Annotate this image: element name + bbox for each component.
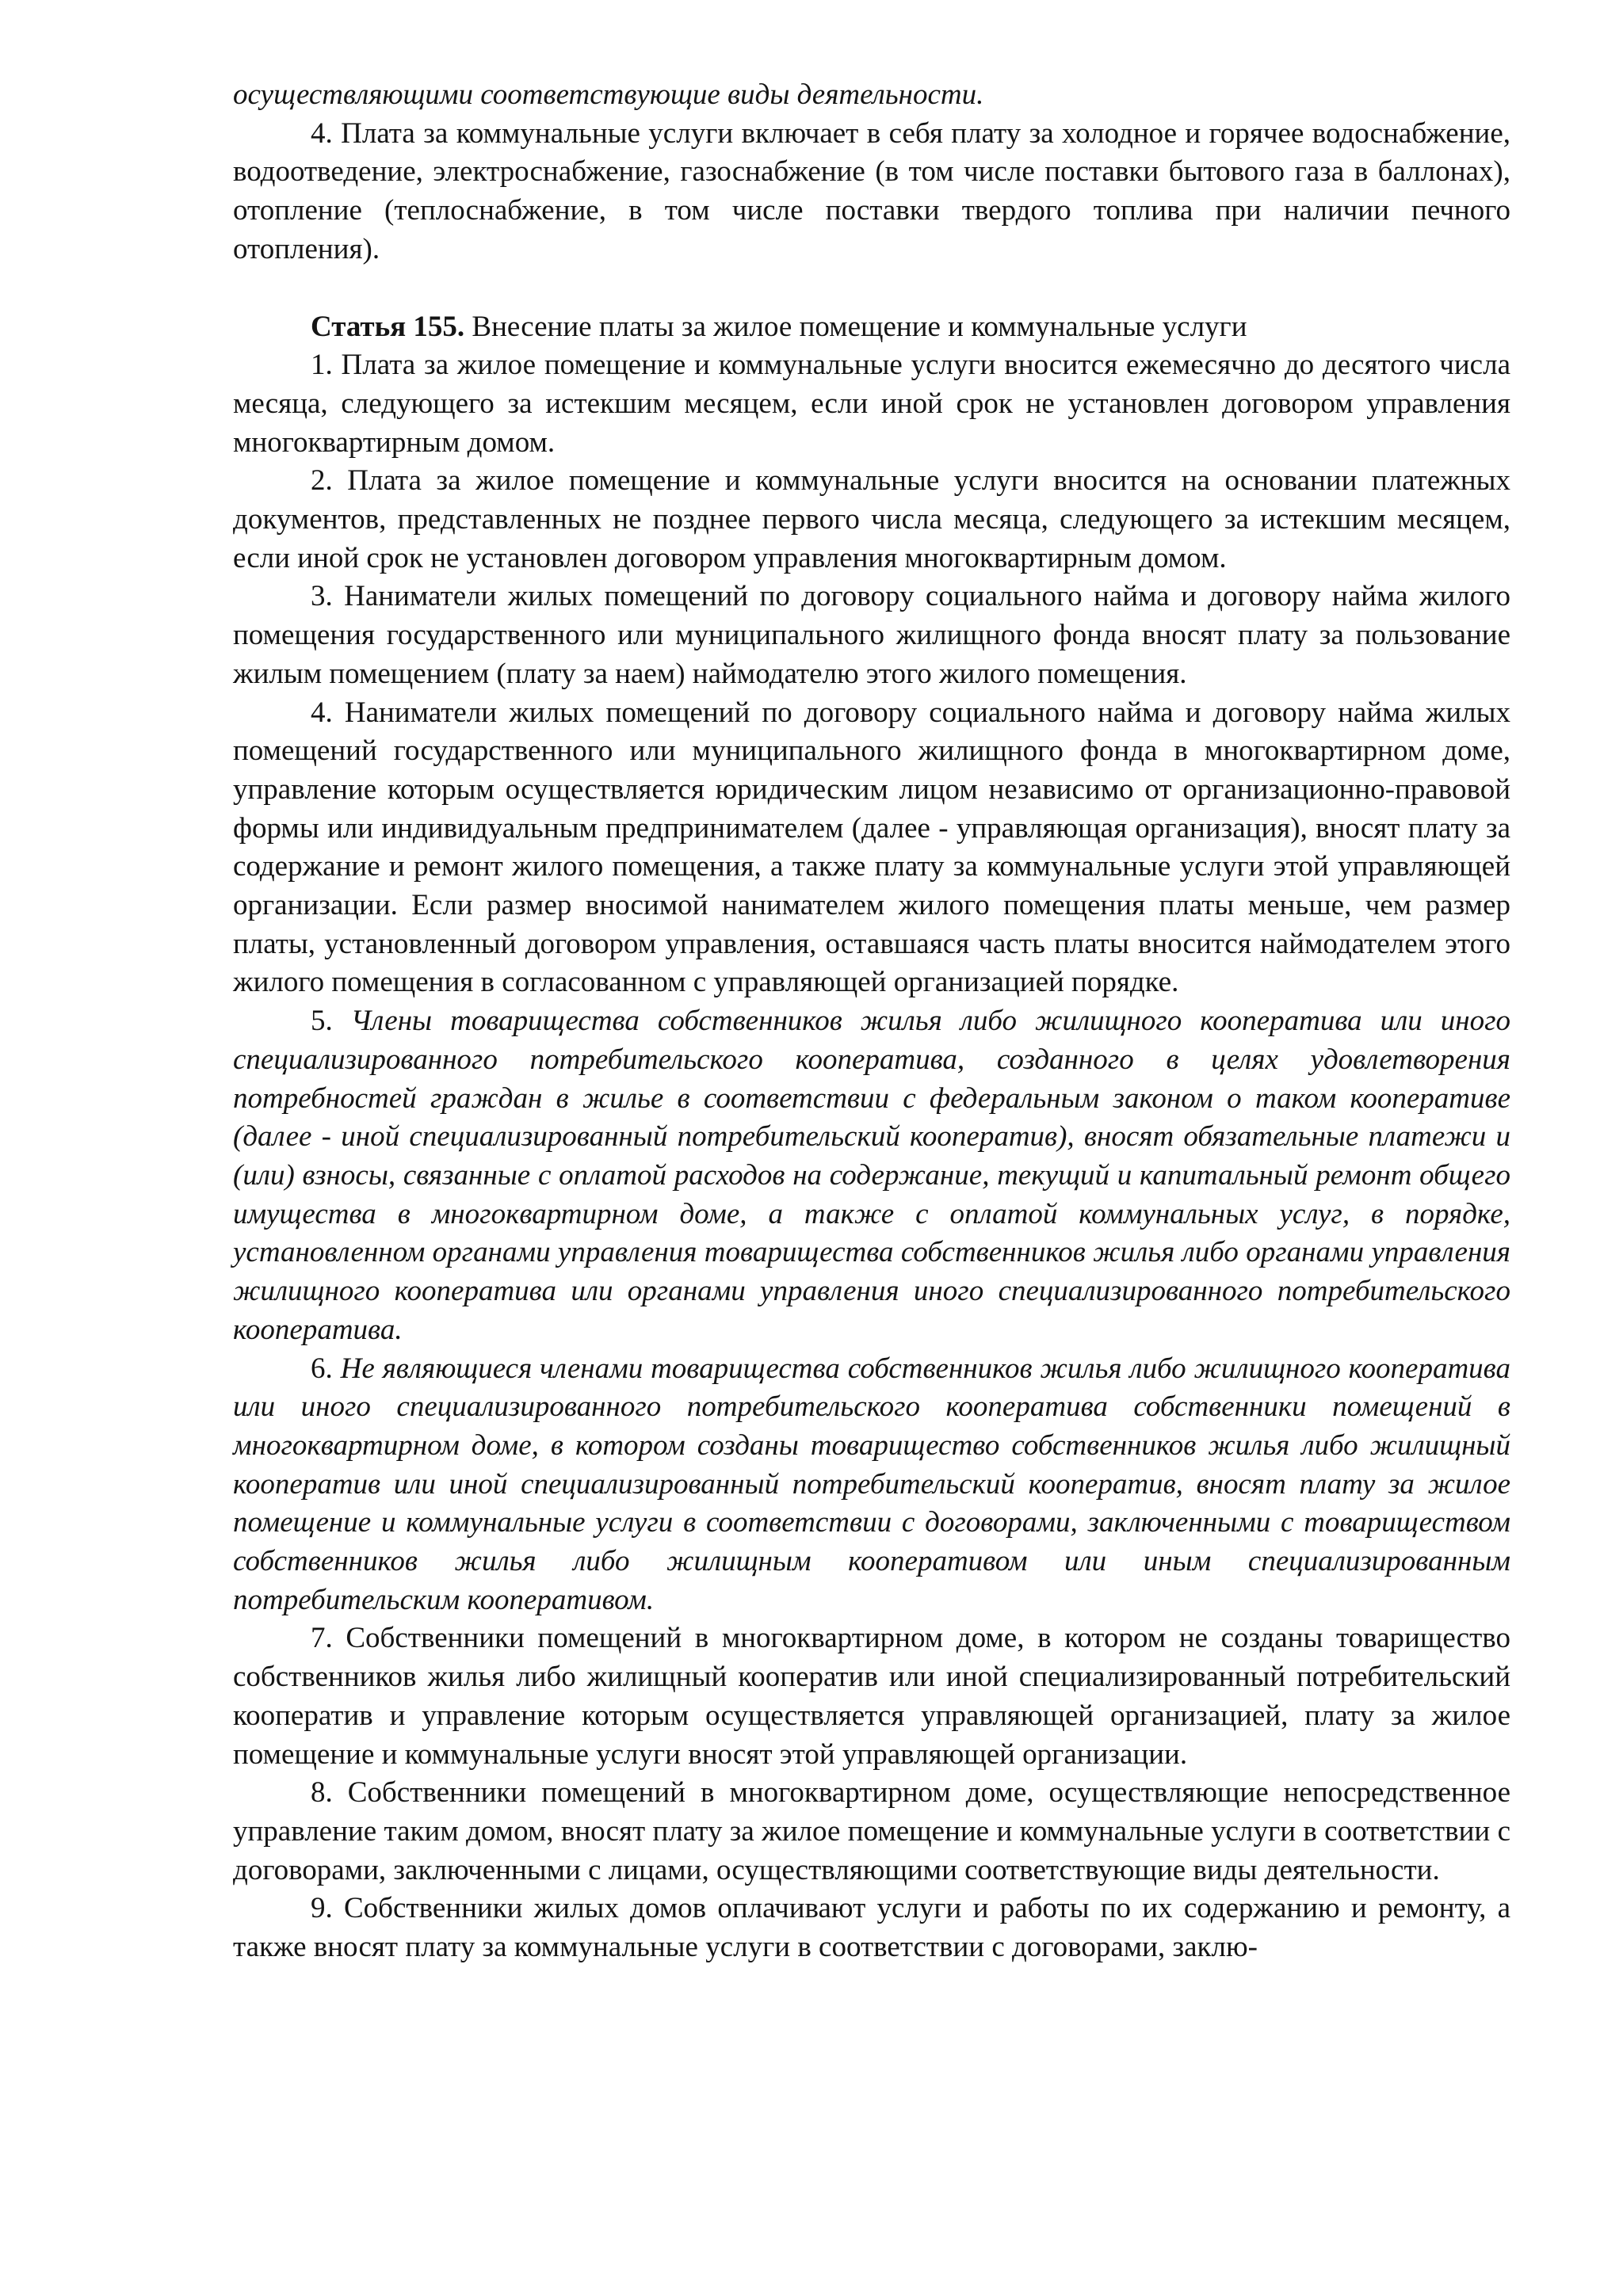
article-title: Внесение платы за жилое помещение и коммунальные услуги [464, 310, 1247, 343]
paragraph-9: 9. Собственники жилых домов оплачивают услуги и работы по их содержанию и ремонту, а также вносят плату за коммунальные услуги в соответствии с договорами, заклю- [233, 1892, 1510, 1964]
paragraph-1: 1. Плата за жилое помещение и коммунальные услуги вносится ежемесячно до десятого числа месяца, следующего за истекшим месяцем, если иной срок не установлен договором управления многоквартирным домом. [233, 349, 1510, 459]
paragraph-7: 7. Собственники помещений в многоквартирном доме, в котором не созданы товарищество собственников жилья либо жилищный кооператив или иной специализированный потребительский кооператив и управление которым осуществляется управляющей организацией, плату за жилое помещение и коммунальные услуги вносят этой управляющей организации. [233, 1622, 1510, 1771]
paragraph-8: 8. Собственники помещений в многоквартирном доме, осуществляющие непосредственное управление таким домом, вносят плату за жилое помещение и коммунальные услуги в соответствии с договорами, заключенными с лицами, осуществляющими соответствующие виды деятельности. [233, 1776, 1510, 1886]
continuation-paragraph: осуществляющими соответствующие виды деятельности. [233, 78, 984, 111]
paragraph-5-text: Члены товарищества собственников жилья либо жилищного кооператива или иного специализированного потребительского кооператива, созданного в целях удовлетворения потребностей граждан в жилье в соответствии с федеральным законом о таком кооперативе (далее - иной специализированный потребительский кооператив), вносят обязательные платежи и (или) взносы, связанные с оплатой расходов на содержание, текущий и капитальный ремонт общего имущества в многоквартирном доме, а также с оплатой коммунальных услуг, в порядке, установленном органами управления товарищества собственников жилья либо органами управления жилищного кооператива или органами управления иного специализированного потребительского кооператива. [233, 1005, 1511, 1346]
article-spacer [233, 269, 1510, 308]
paragraph-5 [233, 1002, 1510, 1349]
paragraph-4: 4. Наниматели жилых помещений по договору социального найма и договору найма жилых помещений государственного или муниципального жилищного фонда в многоквартирном доме, управление которым осуществляется юридическим лицом независимо от организационно-правовой формы или индивидуальным предпринимателем (далее - управляющая организация), вносят плату за содержание и ремонт жилого помещения, а также плату за коммунальные услуги этой управляющей организации. Если размер вносимой нанимателем жилого помещения платы меньше, чем размер платы, установленный договором управления, оставшаяся часть платы вносится наймодателем этого жилого помещения в согласованном с управляющей организацией порядке. [233, 696, 1510, 999]
paragraph-6-number: 6. [311, 1352, 341, 1385]
paragraph-3: 3. Наниматели жилых помещений по договору социального найма и договору найма жилого помещения государственного или муниципального жилищного фонда вносят плату за пользование жилым помещением (плату за наем) наймодателю этого жилого помещения. [233, 580, 1510, 690]
article-number: Статья 155. [311, 310, 465, 343]
paragraph-2: 2. Плата за жилое помещение и коммунальные услуги вносится на основании платежных документов, представленных не позднее первого числа месяца, следующего за истекшим месяцем, если иной срок не установлен договором управления многоквартирным домом. [233, 464, 1510, 574]
paragraph-5-number: 5. [311, 1005, 351, 1038]
article-heading [233, 308, 1510, 347]
document-page [233, 76, 1510, 1967]
paragraph-6-text: Не являющиеся членами товарищества собственников жилья либо жилищного кооператива или иного специализированного потребительского кооператива собственники помещений в многоквартирном доме, в котором созданы товарищество собственников жилья либо жилищный кооператив или иной специализированный потребительский кооператив, вносят плату за жилое помещение и коммунальные услуги в соответствии с договорами, заключенными с товариществом собственников жилья либо жилищным кооперативом или иным специализированным потребительским кооперативом. [233, 1352, 1510, 1616]
paragraph-154-4: 4. Плата за коммунальные услуги включает в себя плату за холодное и горячее водоснабжение, водоотведение, электроснабжение, газоснабжение (в том числе поставки бытового газа в баллонах), отопление (теплоснабжение, в том числе поставки твердого топлива при наличии печного отопления). [233, 116, 1510, 265]
paragraph-6 [233, 1350, 1510, 1620]
